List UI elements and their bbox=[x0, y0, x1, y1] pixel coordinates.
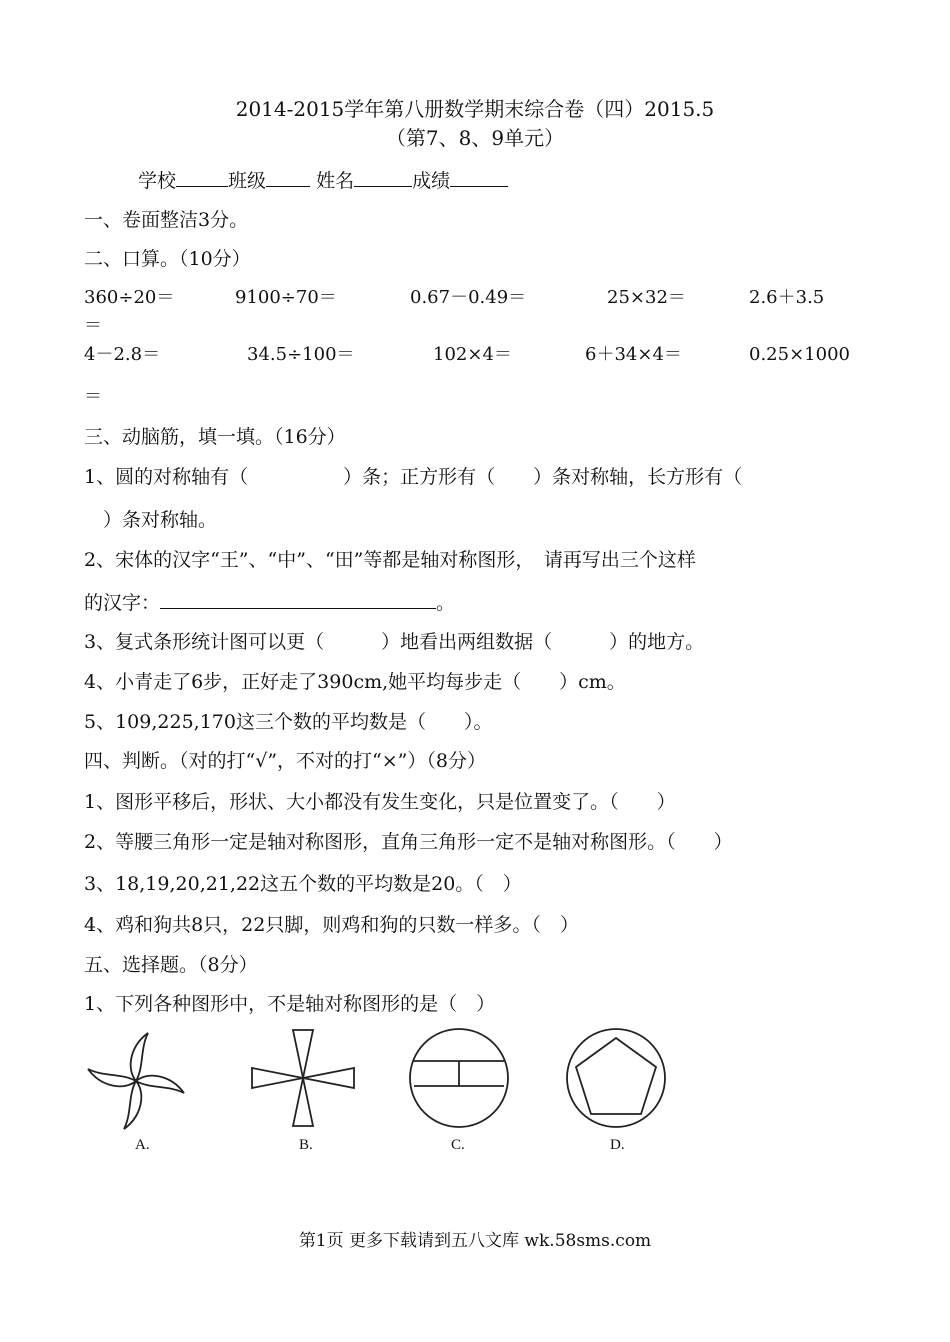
fill-question-4: 4、小青走了6步，正好走了390cm,她平均每步走（ ）cm。 bbox=[84, 671, 626, 693]
option-c-label[interactable]: C. bbox=[451, 1137, 465, 1153]
school-blank[interactable] bbox=[176, 168, 228, 187]
cross-triangles-figure bbox=[250, 1026, 356, 1132]
student-info-row bbox=[138, 168, 508, 193]
fill-question-1-cont: ）条对称轴。 bbox=[84, 509, 218, 531]
choice-question-1: 1、下列各种图形中，不是轴对称图形的是（ ） bbox=[84, 993, 496, 1015]
page-footer: 第1页 更多下载请到五八文库 wk.58sms.com bbox=[298, 1231, 652, 1251]
fill-question-5: 5、109,225,170这三个数的平均数是（ ）。 bbox=[84, 711, 493, 733]
calc-item: 4－2.8＝ bbox=[84, 344, 161, 365]
calc-item: 0.67－0.49＝ bbox=[410, 287, 527, 308]
section1-heading: 一、卷面整洁3分。 bbox=[84, 209, 249, 231]
answer-blank[interactable] bbox=[160, 590, 436, 609]
option-b-label[interactable]: B. bbox=[299, 1137, 313, 1153]
fill-question-2-cont bbox=[84, 590, 455, 615]
calc-item: 360÷20＝ bbox=[84, 287, 175, 308]
fill-question-3: 3、复式条形统计图可以更（ ）地看出两组数据（ ）的地方。 bbox=[84, 631, 705, 653]
exam-title: 2014-2015学年第八册数学期末综合卷（四）2015.5 bbox=[235, 97, 715, 121]
calc-item: 102×4＝ bbox=[433, 344, 512, 365]
fill-question-1: 1、圆的对称轴有（ ）条；正方形有（ ）条对称轴，长方形有（ bbox=[84, 466, 743, 488]
fill-question-2: 2、宋体的汉字“王”、“中”、“田”等都是轴对称图形， 请再写出三个这样 bbox=[84, 549, 696, 571]
name-label: 姓名 bbox=[316, 170, 355, 192]
score-label: 成绩 bbox=[412, 170, 451, 192]
circle-gong-figure bbox=[406, 1026, 512, 1132]
option-a-label[interactable]: A. bbox=[135, 1137, 150, 1153]
calc-wrap: ＝ bbox=[84, 386, 102, 407]
section2-heading: 二、口算。（10分） bbox=[84, 248, 251, 270]
judge-question-2: 2、等腰三角形一定是轴对称图形，直角三角形一定不是轴对称图形。（ ） bbox=[84, 831, 733, 853]
exam-subtitle: （第7、8、9单元） bbox=[385, 126, 565, 150]
option-d-label[interactable]: D. bbox=[610, 1137, 625, 1153]
calc-item: 9100÷70＝ bbox=[235, 287, 337, 308]
name-blank[interactable] bbox=[354, 168, 412, 187]
fill-question-2-prefix: 的汉字： bbox=[84, 592, 161, 614]
pentagon-circle-figure bbox=[563, 1026, 669, 1132]
pinwheel-figure bbox=[86, 1026, 190, 1130]
class-blank[interactable] bbox=[266, 168, 310, 187]
class-label: 班级 bbox=[228, 170, 267, 192]
calc-item: 0.25×1000 bbox=[749, 344, 850, 365]
section4-heading: 四、判断。（对的打“√”，不对的打“×”）（8分） bbox=[84, 750, 486, 772]
calc-item: 2.6＋3.5 bbox=[749, 287, 825, 308]
section5-heading: 五、选择题。（8分） bbox=[84, 954, 258, 976]
calc-wrap: ＝ bbox=[84, 315, 102, 336]
judge-question-1: 1、图形平移后，形状、大小都没有发生变化，只是位置变了。（ ） bbox=[84, 791, 676, 813]
calc-item: 34.5÷100＝ bbox=[247, 344, 355, 365]
judge-question-4: 4、鸡和狗共8只，22只脚，则鸡和狗的只数一样多。（ ） bbox=[84, 914, 579, 936]
calc-item: 25×32＝ bbox=[607, 287, 686, 308]
judge-question-3: 3、18,19,20,21,22这五个数的平均数是20。（ ） bbox=[84, 873, 522, 895]
section3-heading: 三、动脑筋，填一填。（16分） bbox=[84, 426, 346, 448]
calc-item: 6＋34×4＝ bbox=[585, 344, 682, 365]
school-label: 学校 bbox=[138, 170, 177, 192]
fill-question-2-suffix: 。 bbox=[436, 592, 456, 614]
score-blank[interactable] bbox=[450, 168, 508, 187]
